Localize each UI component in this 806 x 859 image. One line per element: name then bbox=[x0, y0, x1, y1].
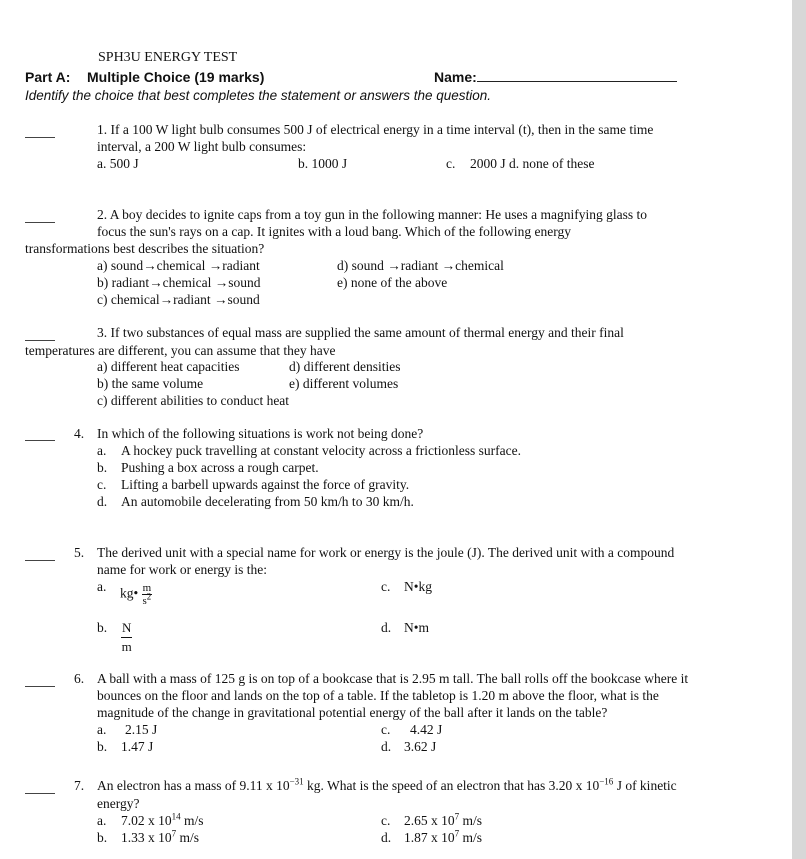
q5-option-b-denominator: m bbox=[121, 639, 132, 654]
q7-option-c bbox=[404, 812, 482, 829]
q6-option-a-label: a. bbox=[97, 722, 107, 737]
q6-stem-line2: bounces on the floor and lands on the top of a table. If the tabletop is 1.20 m above the floor, what is the bbox=[97, 688, 659, 703]
q4-option-d-label: d. bbox=[97, 494, 108, 509]
q4-option-b: Pushing a box across a rough carpet. bbox=[121, 460, 319, 475]
answer-blank-4[interactable] bbox=[25, 440, 55, 441]
q6-option-d-label: d. bbox=[381, 739, 392, 754]
q7-option-c-exp: 7 bbox=[454, 811, 460, 822]
q6-option-a: 2.15 J bbox=[125, 722, 158, 737]
q7-option-d-unit: m/s bbox=[459, 830, 483, 845]
q7-mass-base: 9.11 x 10 bbox=[239, 778, 290, 793]
name-label: Name: bbox=[434, 69, 477, 85]
q4-option-a: A hockey puck travelling at constant velocity across a frictionless surface. bbox=[121, 443, 521, 458]
q7-mass-exp: −31 bbox=[289, 776, 304, 787]
answer-blank-7[interactable] bbox=[25, 793, 55, 794]
q7-option-b-base: 1.33 x 10 bbox=[121, 830, 172, 845]
answer-blank-5[interactable] bbox=[25, 560, 55, 561]
q1-option-b: b. 1000 J bbox=[298, 156, 348, 171]
q1-option-c: 2000 J d. none of these bbox=[470, 156, 595, 171]
q7-ke-base: 3.20 x 10 bbox=[548, 778, 600, 793]
q7-option-d-base: 1.87 x 10 bbox=[404, 830, 455, 845]
q7-stem-line2: energy? bbox=[97, 796, 140, 811]
q5-option-b-label: b. bbox=[97, 620, 108, 635]
q3-stem-line2: temperatures are different, you can assume that they have bbox=[25, 343, 336, 358]
q5-option-b-fraction bbox=[121, 619, 132, 656]
q7-stem-line1 bbox=[97, 777, 677, 794]
q7-option-d-exp: 7 bbox=[454, 828, 460, 839]
q6-stem-line3: magnitude of the change in gravitational potential energy of the ball after it lands on the table? bbox=[97, 705, 608, 720]
q5-option-a-unit: kg• bbox=[120, 585, 139, 601]
page-edge bbox=[792, 0, 806, 859]
answer-blank-6[interactable] bbox=[25, 686, 55, 687]
q5-option-a-exponent: 2 bbox=[146, 591, 152, 602]
q7-option-b-exp: 7 bbox=[171, 828, 177, 839]
q7-option-c-unit: m/s bbox=[459, 813, 483, 828]
q2-stem-line2: focus the sun's rays on a cap. It ignites with a loud bang. Which of the following energy bbox=[97, 224, 571, 239]
q1-option-a: a. 500 J bbox=[97, 156, 139, 171]
q4-option-b-label: b. bbox=[97, 460, 108, 475]
q5-option-a bbox=[120, 582, 152, 607]
q2-option-c: c) chemical→radiant →sound bbox=[97, 292, 260, 307]
answer-blank-1[interactable] bbox=[25, 137, 55, 138]
q2-option-a: a) sound→chemical →radiant bbox=[97, 258, 260, 273]
q5-option-b-numerator: N bbox=[121, 619, 132, 638]
q3-option-e: e) different volumes bbox=[289, 376, 399, 391]
q5-number: 5. bbox=[74, 545, 85, 560]
q7-stem-pre: An electron has a mass of bbox=[97, 778, 237, 793]
q2-option-e: e) none of the above bbox=[337, 275, 448, 290]
q7-option-a-base: 7.02 x 10 bbox=[121, 813, 172, 828]
q6-option-d: 3.62 J bbox=[404, 739, 437, 754]
answer-blank-3[interactable] bbox=[25, 340, 55, 341]
q5-option-b bbox=[121, 619, 132, 656]
q7-option-c-base: 2.65 x 10 bbox=[404, 813, 455, 828]
q2-option-d: d) sound →radiant →chemical bbox=[337, 258, 504, 273]
q2-stem-line3: transformations best describes the situation? bbox=[25, 241, 265, 256]
q7-option-c-label: c. bbox=[381, 813, 391, 828]
q7-ke-exp: −16 bbox=[599, 776, 614, 787]
q7-option-b-unit: m/s bbox=[176, 830, 200, 845]
q1-option-c-label: c. bbox=[446, 156, 456, 171]
q4-number: 4. bbox=[74, 426, 85, 441]
instructions: Identify the choice that best completes the statement or answers the question. bbox=[25, 88, 492, 103]
q7-option-b-label: b. bbox=[97, 830, 108, 845]
test-title: SPH3U ENERGY TEST bbox=[98, 50, 238, 65]
q5-option-c-label: c. bbox=[381, 579, 391, 594]
q7-number: 7. bbox=[74, 778, 85, 793]
answer-blank-2[interactable] bbox=[25, 222, 55, 223]
q7-option-a-unit: m/s bbox=[180, 813, 204, 828]
q4-stem: In which of the following situations is work not being done? bbox=[97, 426, 424, 441]
q4-option-c: Lifting a barbell upwards against the force of gravity. bbox=[121, 477, 410, 492]
q1-stem-line2: interval, a 200 W light bulb consumes: bbox=[97, 139, 307, 154]
q7-option-d-label: d. bbox=[381, 830, 392, 845]
q2-option-b: b) radiant→chemical →sound bbox=[97, 275, 261, 290]
q5-stem-line2: name for work or energy is the: bbox=[97, 562, 267, 577]
name-field[interactable] bbox=[434, 69, 677, 85]
q5-option-c: N•kg bbox=[404, 579, 432, 594]
q3-option-c: c) different abilities to conduct heat bbox=[97, 393, 290, 408]
q5-option-a-label: a. bbox=[97, 579, 107, 594]
q3-stem-line1: 3. If two substances of equal mass are supplied the same amount of thermal energy and their final bbox=[97, 325, 624, 340]
q5-option-d: N•m bbox=[404, 620, 429, 635]
q3-option-b: b) the same volume bbox=[97, 376, 204, 391]
q5-option-a-fraction bbox=[142, 582, 153, 607]
q6-option-c: 4.42 J bbox=[410, 722, 443, 737]
q6-stem-line1: A ball with a mass of 125 g is on top of a bookcase that is 2.95 m tall. The ball rolls off the bookcase where it bbox=[97, 671, 689, 686]
q5-stem-line1: The derived unit with a special name for work or energy is the joule (J). The derived unit with a compound bbox=[97, 545, 675, 560]
q5-option-a-denominator: s bbox=[142, 595, 147, 607]
q7-option-a bbox=[121, 812, 204, 829]
q4-option-a-label: a. bbox=[97, 443, 107, 458]
q6-option-b: 1.47 J bbox=[121, 739, 154, 754]
q1-stem-line1: 1. If a 100 W light bulb consumes 500 J of electrical energy in a time interval (t), then in the same time bbox=[97, 122, 654, 137]
q4-option-d: An automobile decelerating from 50 km/h to 30 km/h. bbox=[121, 494, 414, 509]
part-title: Multiple Choice (19 marks) bbox=[87, 69, 265, 85]
q2-stem-line1: 2. A boy decides to ignite caps from a toy gun in the following manner: He uses a magnifying glass to bbox=[97, 207, 648, 222]
q6-option-b-label: b. bbox=[97, 739, 108, 754]
q6-option-c-label: c. bbox=[381, 722, 391, 737]
name-blank[interactable] bbox=[477, 69, 677, 82]
q6-number: 6. bbox=[74, 671, 85, 686]
q7-mass-unit: kg. What is the speed of an electron that has bbox=[307, 778, 546, 793]
q5-option-a-numerator: m bbox=[142, 582, 152, 594]
q7-option-a-label: a. bbox=[97, 813, 107, 828]
q7-option-b bbox=[121, 829, 199, 846]
part-label: Part A: bbox=[25, 69, 71, 85]
q7-ke-unit: J of kinetic bbox=[616, 778, 677, 793]
q5-option-d-label: d. bbox=[381, 620, 392, 635]
q7-option-d bbox=[404, 829, 482, 846]
q7-option-a-exp: 14 bbox=[171, 811, 181, 822]
q4-option-c-label: c. bbox=[97, 477, 107, 492]
q3-option-d: d) different densities bbox=[289, 359, 401, 374]
q3-option-a: a) different heat capacities bbox=[97, 359, 240, 374]
